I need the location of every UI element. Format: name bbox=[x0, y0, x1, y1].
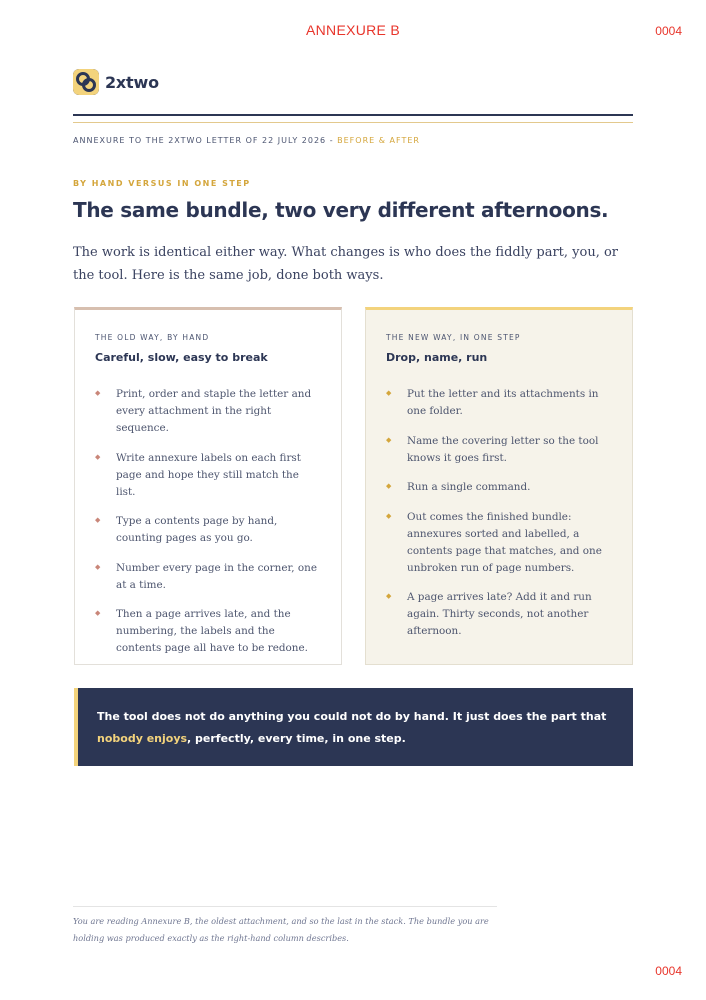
list-item bbox=[95, 560, 321, 594]
brand-name: 2xtwo bbox=[105, 72, 159, 92]
new-way-title: Drop, name, run bbox=[386, 351, 488, 364]
kicker-accent: BEFORE & AFTER bbox=[337, 136, 420, 145]
diamond-bullet-icon: ◆ bbox=[95, 516, 101, 524]
list-item bbox=[95, 513, 321, 547]
new-way-list bbox=[386, 386, 612, 640]
list-item-text: Put the letter and its attachments in one folder. bbox=[407, 388, 599, 417]
kicker-text: ANNEXURE TO THE 2XTWO LETTER OF 22 JULY 2026 - bbox=[73, 136, 338, 145]
header-rule bbox=[73, 114, 633, 116]
list-item-text: Out comes the finished bundle: annexures sorted and labelled, a contents page that matches, and one unbroken run of page numbers. bbox=[407, 510, 602, 574]
list-item bbox=[95, 450, 321, 501]
page-number-bottom: 0004 bbox=[655, 964, 682, 978]
page-number-top: 0004 bbox=[655, 24, 682, 38]
page-title: The same bundle, two very different afternoons. bbox=[73, 198, 609, 222]
diamond-bullet-icon: ◆ bbox=[95, 389, 101, 397]
kicker bbox=[73, 136, 420, 145]
interlocking-rings-icon bbox=[73, 69, 99, 95]
list-item bbox=[386, 509, 612, 577]
diamond-bullet-icon: ◆ bbox=[386, 592, 392, 600]
callout-text-end: , perfectly, every time, in one step. bbox=[187, 732, 406, 745]
annexure-stamp: ANNEXURE B bbox=[305, 22, 401, 38]
diamond-bullet-icon: ◆ bbox=[95, 452, 101, 461]
list-item-text: Run a single command. bbox=[407, 481, 531, 493]
diamond-bullet-icon: ◆ bbox=[386, 389, 392, 397]
old-way-title: Careful, slow, easy to break bbox=[95, 351, 268, 364]
list-item bbox=[95, 386, 321, 437]
diamond-bullet-icon: ◆ bbox=[95, 609, 101, 617]
footnote-divider bbox=[73, 906, 497, 907]
list-item bbox=[386, 433, 612, 467]
eyebrow: BY HAND VERSUS IN ONE STEP bbox=[73, 179, 251, 188]
diamond-bullet-icon: ◆ bbox=[386, 511, 392, 520]
brand bbox=[73, 69, 159, 95]
callout-highlight: nobody enjoys bbox=[97, 732, 188, 745]
list-item-text: A page arrives late? Add it and run again. Thirty seconds, not another afternoon. bbox=[407, 591, 592, 637]
diamond-bullet-icon: ◆ bbox=[386, 482, 392, 490]
old-way-card bbox=[74, 307, 342, 665]
list-item-text: Write annexure labels on each first page and hope they still match the list. bbox=[116, 451, 301, 498]
callout-text-start: The tool does not do anything you could not do by hand. It just does the part that bbox=[97, 710, 607, 723]
callout-text bbox=[97, 706, 613, 750]
new-way-label: THE NEW WAY, IN ONE STEP bbox=[386, 333, 521, 342]
list-item bbox=[386, 589, 612, 640]
footnote: You are reading Annexure B, the oldest attachment, and so the last in the stack. The bundle you are holding was produced exactly as the right-hand column describes. bbox=[73, 916, 489, 943]
callout-box bbox=[74, 688, 633, 766]
list-item-text: Print, order and staple the letter and every attachment in the right sequence. bbox=[116, 388, 312, 434]
list-item-text: Type a contents page by hand, counting pages as you go. bbox=[116, 515, 278, 544]
old-way-label: THE OLD WAY, BY HAND bbox=[95, 333, 210, 342]
list-item-text: Then a page arrives late, and the numbering, the labels and the contents page all have to be redone. bbox=[116, 608, 308, 654]
list-item bbox=[386, 479, 612, 496]
list-item bbox=[386, 386, 612, 420]
new-way-card bbox=[365, 307, 633, 665]
list-item-text: Number every page in the corner, one at a time. bbox=[116, 561, 318, 591]
old-way-list bbox=[95, 386, 321, 657]
list-item-text: Name the covering letter so the tool knows it goes first. bbox=[407, 434, 599, 464]
list-item bbox=[95, 606, 321, 657]
diamond-bullet-icon: ◆ bbox=[386, 435, 392, 444]
diamond-bullet-icon: ◆ bbox=[95, 562, 101, 571]
header-rule-accent bbox=[73, 122, 633, 123]
lede-paragraph: The work is identical either way. What changes is who does the fiddly part, you, or the tool. Here is the same job, done both ways. bbox=[73, 245, 619, 283]
